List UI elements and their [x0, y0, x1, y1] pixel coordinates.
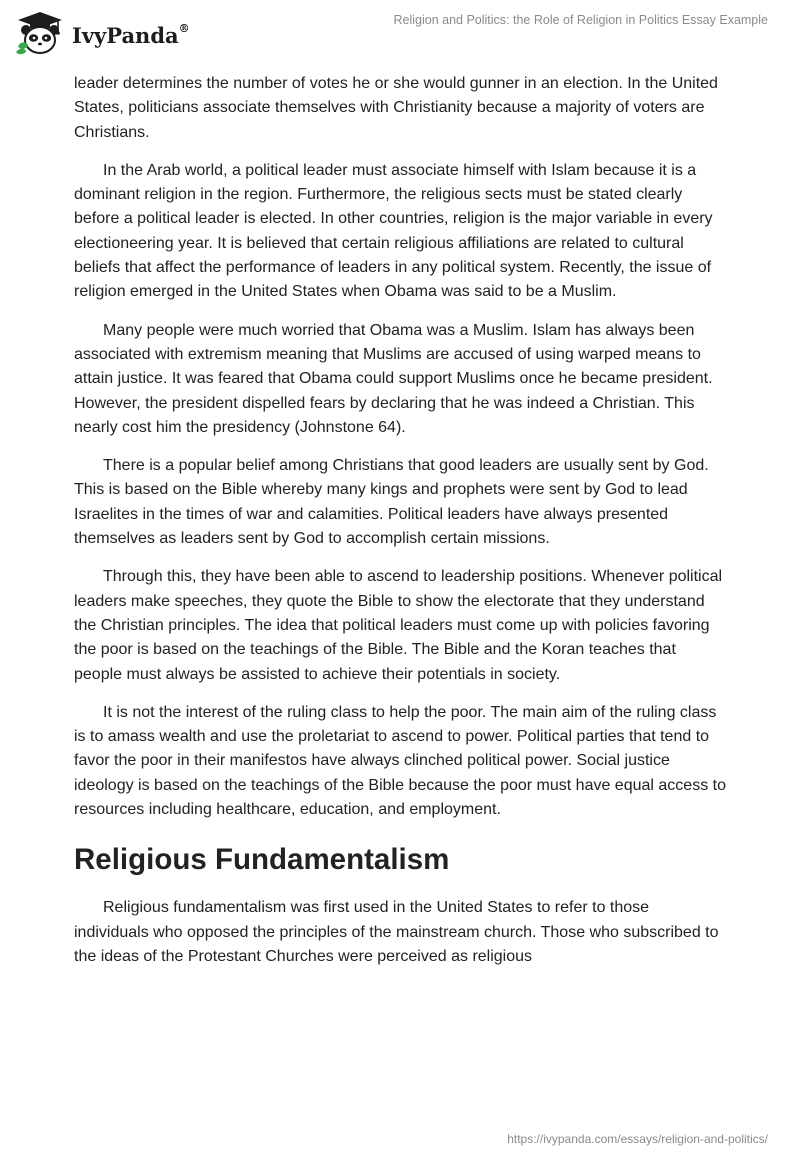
paragraph: Religious fundamentalism was first used in the United States to refer to those individuals who opposed the principles of the mainstream church. Those who subscribed to the ideas of the Protestant Churches were perceived as religious [74, 899, 719, 965]
document-title: Religion and Politics: the Role of Religion in Politics Essay Example [393, 13, 768, 27]
source-url[interactable]: https://ivypanda.com/essays/religion-and-politics/ [507, 1132, 768, 1146]
page-header [0, 0, 800, 68]
section-heading: Religious Fundamentalism [74, 843, 450, 877]
essay-body [74, 72, 726, 983]
panda-graduate-icon [14, 10, 66, 56]
brand-name: IvyPanda® [72, 21, 190, 48]
paragraph: Many people were much worried that Obama was a Muslim. Islam has always been associated with extremism meaning that Muslims are accused of using warped means to attain justice. It was feared that Obama could support Muslims once he became president. However, the president dispelled fears by declaring that he was indeed a Christian. This nearly cost him the presidency (Johnstone 64). [74, 321, 713, 436]
paragraph: It is not the interest of the ruling class to help the poor. The main aim of the ruling class is to amass wealth and use the proletariat to ascend to power. Political parties that tend to favor the poor in their manifestos have always clinched political power. Social justice ideology is based on the teachings of the Bible because the poor must have equal access to resources including healthcare, education, and employment. [74, 703, 726, 819]
paragraph: Through this, they have been able to ascend to leadership positions. Whenever political leaders make speeches, they quote the Bible to show the electorate that they understand the Christian principles. The idea that political leaders must come up with policies favoring the poor is based on the teachings of the Bible. The Bible and the Koran teaches that people must always be assisted to achieve their potentials in society. [74, 568, 723, 683]
paragraph: In the Arab world, a political leader must associate himself with Islam because it is a dominant religion in the region. Furthermore, the religious sects must be stated clearly before a political leader is elected. In other countries, religion is the major variable in every electioneering year. It is believed that certain religious affiliations are related to cultural beliefs that affect the performance of leaders in any political system. Recently, the issue of religion emerged in the United States when Obama was said to be a Muslim. [74, 161, 713, 301]
paragraph: leader determines the number of votes he or she would gunner in an election. In the United States, politicians associate themselves with Christianity because a majority of voters are Christians. [74, 75, 718, 141]
paragraph: There is a popular belief among Christians that good leaders are usually sent by God. This is based on the Bible whereby many kings and prophets were sent by God to lead Israelites in the times of war and calamities. Political leaders have always presented themselves as leaders sent by God to accomplish certain missions. [74, 457, 709, 548]
ivypanda-logo[interactable] [14, 10, 190, 56]
